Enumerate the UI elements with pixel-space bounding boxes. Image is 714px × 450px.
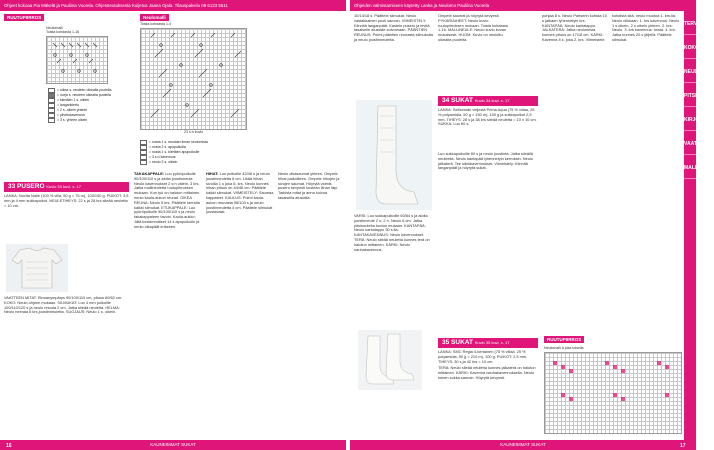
right-colG: kohdista sitä, neulo muotoa 1. krs:lla. Neulo nilkkaan. 1. krs kavennus: Neulo 1 s oikein, 2 s oikein yhteen. 2. krs: Neulo. 3. krs kavennus: toista. 4. krs: Jatka kunnes 20 s jäljellä. Päättele silmukat. — [612, 13, 680, 42]
sweater-photo — [6, 244, 68, 292]
legend-item: = 3 s:n kavennus — [140, 155, 280, 160]
legend-item: = nosta 1 s. kiertäen apupuikolle — [140, 150, 280, 155]
legend-swatch — [48, 118, 55, 123]
socks-illustration — [356, 100, 432, 210]
legend-item: = neulo 3 s. oikein — [140, 160, 280, 165]
legend-item: = 3 s. yhteen oikein — [48, 118, 158, 123]
legend-item: = nosta 2 s. apupuikolla — [140, 145, 280, 150]
side-tab-bar — [684, 11, 714, 440]
legend-item: = langankierto — [48, 103, 158, 108]
section-34-intro: LANKA: Seitsemän veljestä Prima Aqua (75 % villaa, 25 % polyamidia, 50 g = 150 m), 100 g ja sukkapuikot 2,5 mm. TIHEYS: 28 s ja 38 krs sileää neuletta = 10 x 10 cm. SUKKA: Luo 60 s. — [438, 107, 537, 127]
section-header-35: 35 SUKAT Kuvio 35 kuvi. s. 17 — [438, 338, 538, 348]
legend-item: = nosta 1 s. neulaan ilman neulomista — [140, 140, 280, 145]
page-gutter — [346, 0, 350, 450]
chart-title-left: RUUTUPIIRROS — [4, 14, 44, 21]
symbol-legend-2 — [140, 140, 280, 165]
page-number-right: 17 — [680, 443, 686, 449]
chart-2-bottom-label: 23 s:n kuvio — [184, 130, 204, 134]
section-33-col1: VAATTEEN MITAT: Rinnanympärys 90/100/110 cm, pituus 60/62 cm. KOKO: Neulo ohjeen mukaan. SILMUKAT: Luo 4 mm puikoille 100/110/120 s ja neulo resoria 2 cm. Jatka sileää neuletta. HELMA: Neulo helmaa 6 krs joustinneuletta. SUOJAUS: Neulo 1 s. oikein. — [4, 295, 123, 315]
page-header-left: Ohjeet kokoaa Pia Mäkelä ja Pauliina Vuorela. Ohjetoteutuksesta Kuljetus Jaana Ojala. Tilauspalvelu 09 6133 5511 — [0, 0, 346, 11]
legend-item: = nurja s. neuleen oikealla puolella — [48, 93, 158, 98]
chart-1-symbols — [47, 37, 107, 83]
socks-photo-34 — [356, 100, 432, 210]
page-footer-right: KAUNEIMMAT SUKAT — [350, 440, 696, 450]
right-colB: Ompele saumat ja höyrytä kevyesti. PYKÄRIAIHEET: Neulo kuvio ruutupiirroksen mukaan. Toista kohdasta 1-16. MALLINEULE: Neulo kuvio kuvan mukaisesti. HUOM: Kuvio on neulottu oikealta puolelta. — [438, 13, 508, 42]
side-tab[interactable]: MALLIT — [684, 158, 696, 179]
side-tab[interactable]: KIRJONTA — [684, 110, 696, 131]
side-tab[interactable]: PITSI — [684, 86, 696, 107]
section-33-col4: Neulo olkasaumat yhteen. Ompele hihat paikoilleen. Ompele hihojen ja sivujen saumat. Höyrytä valmis pusero kevyesti kostean liinan läpi. Tarkista mitat ja anna kuivua tasaisella alustalla. — [278, 171, 340, 200]
section-header-33: 33 PUSERO Kuvio 33 kuvi. s. 17 — [4, 182, 129, 192]
socks-photo-35 — [358, 330, 422, 390]
section-35-intro: LANKA: SMC Regia 4-kertainen (75 % villaa, 25 % polyamidia, 50 g = 210 m), 100 g. PUIKOT: 2,5 mm. TIHEYS: 30 s ja 42 krs = 10 cm. TERÄ: Neulo sileää neuletta kunnes jalkaterä on halutun mittainen. KÄRKI: Kavenna nauhakavennuksella. Neulo toinen sukka samoin. Höyrytä kevyesti. — [438, 349, 536, 380]
legend-item: = oikea s. neuleen oikealla puolella — [48, 88, 158, 93]
page-number-left: 16 — [6, 443, 12, 449]
right-colD: Luo sukkapuikoille 60 s ja neulo joustinta. Jatka sileällä neuleella. Neulo kantapää lyhennetyin kerroksin. Neulo jalkaterä. Tee kärkikavennukset. Viimeistely: Kiinnitä langanpäät ja höyrytä sukat. — [438, 151, 533, 171]
page-footer-left: KAUNEIMMAT SUKAT — [0, 440, 346, 450]
chart-title-2: Neulomalli — [140, 14, 169, 21]
chart-3-symbols — [545, 353, 681, 433]
legend-item: = 2 s. oikein yhteen — [48, 108, 158, 113]
section-33-col2: TAKAKAPPALE: Luo pyöröpuikolle 90/100/110 s ja aloita joustinneule. Neulo kavennukset 2 s:n välein, 3 krs. Jatka mallineuletta ruutupiirroksen mukaan. Kun työ on halutun mittainen, neulo kaula-aukon reunat. OIKEA REUNA: Neulo 5 krs. Päättele kerralla kaikki silmukat. ETUKAPPALE: Luo pyöröpuikolle 90/100/110 s ja neulo takakappaleen tavoin. Kaula-aukko: Jätä keskimmäiset 14 s apupuikolle ja neulo olkapäät erikseen. — [134, 171, 201, 229]
side-tab[interactable]: KOKOUS — [684, 38, 696, 59]
symbol-legend-1 — [48, 88, 158, 123]
legend-item: = ylivetokavennus — [48, 113, 158, 118]
section-header-34: 34 SUKAT Kuvio 34 kuvi. s. 17 — [438, 96, 538, 106]
legend-swatch — [140, 160, 147, 165]
chart-subtitle: Neulomalli — [46, 26, 63, 30]
chart-2-size-label: Toista kohdasta 1-4 — [140, 22, 172, 26]
sweater-illustration — [6, 244, 68, 292]
right-colF: pohjaa 8 s. Neulo Pariserin kohtaa 10 s jatkaen lyhennetyin krs. KANTAPÄÄ: Neulo kantalappu. JALKATERÄ: Jatka neulomista kunnes pituus on 17/18 cm. KÄRKI: Kavenna 4 s. joka 2. krs. Viimeistele. — [542, 13, 607, 42]
knitting-chart-1 — [46, 36, 108, 84]
chart-title-right: RUUTUPIIRROS — [544, 336, 584, 343]
side-tab[interactable]: VAATE — [684, 134, 696, 155]
section-33-col3: HIHAT: Luo puikoille 42/46 s ja neulo joustinneuletta 6 cm. Lisää hihan sivuilla 1 s joka 6. krs. Neulo kunnes hihan pituus on 44/46 cm. Päättele kaikki silmukat. VIIMEISTELY: Saumaa kappaleet. KAULUS: Poimi kaula-aukon reunasta 96/104 s ja neulo joustinneuletta 4 cm. Päättele silmukat joustavasti. — [206, 171, 274, 215]
knitting-chart-3 — [544, 352, 682, 434]
side-tab[interactable]: TERVEHDYS — [684, 14, 696, 35]
right-colC: VARSI: Luo sukkapuikoille 60/64 s ja aloita joustinneule 2 o, 2 n. Neulo 6 cm. Jatka pitsineuletta kuvion mukaan. KANTAPÄÄ: Neulo kantalappu 30 s:lla. KANTAKAVENNUS: Neulo kavennukset. TERÄ: Neulo sileää neuletta kunnes terä on halutun mittainen. KÄRKI: Neulo nauhakavennus. — [354, 213, 430, 252]
section-33-intro: LANKA: Novita Nalle (100 % villa, 50 g = 75 m), 100/150 g. PUIKOT: 3,5 mm ja 4 mm sukkapuikot. NEULETIHEYS: 22 s ja 28 krs sileää neuletta = 10 cm. — [4, 193, 129, 208]
chart-size-label: Toista kohdasta 1-16 — [46, 30, 80, 34]
legend-item: = kiertäen 1 s. oikein — [48, 98, 158, 103]
right-colA: 10/14/18 s. Päättele silmukat. Neulo vastakkainen puoli samoin. VIIMEISTELY: Kiinnitä langanpäät. Kastele pusero ja levitä tasaiselle alustalle kuivumaan. PÄÄNTIEN REUNUS: Poimi pääntien reunasta silmukoita ja neulo joustinneuletta. — [354, 13, 433, 42]
chart-3-subtitle: Neulomalli A joka toisella — [544, 346, 584, 350]
socks-35-illustration — [358, 330, 422, 390]
page-header-right: Ohjeiden valmistamiseen käytetty Lanka ja Neulomo Pauliina Vuorela — [350, 0, 696, 11]
side-tab[interactable]: NEULONTA — [684, 62, 696, 83]
